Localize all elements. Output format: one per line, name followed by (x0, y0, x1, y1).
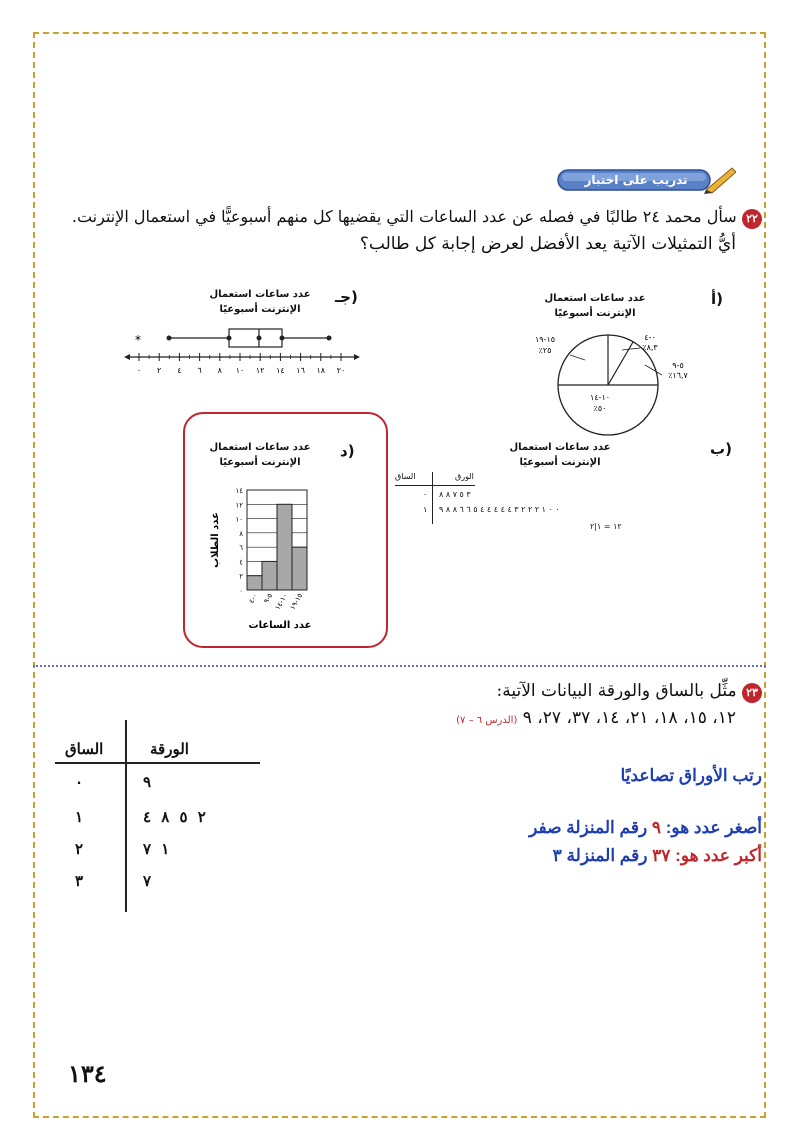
box-plot (122, 325, 362, 385)
pie-label-15-19-range: ١٥-١٩ (534, 335, 556, 344)
hist-bar-3 (292, 547, 307, 590)
hist-bar-1 (262, 561, 277, 590)
question-22-text (40, 203, 762, 258)
answer-row-1-stem: ١ (75, 809, 84, 826)
option-b-title: عدد ساعات استعمال الإنترنت أسبوعيًا (509, 442, 611, 468)
pie-label-5-9-range: ٥-٩ (672, 361, 684, 370)
option-b-label: ب) (710, 440, 732, 458)
boxplot-tick-label-9: ١٨ (316, 366, 326, 375)
option-c-label: جـ) (335, 288, 358, 306)
option-a-title: عدد ساعات استعمال الإنترنت أسبوعيًا (544, 293, 646, 319)
boxplot-tick-label-8: ١٦ (296, 366, 305, 375)
answer-row-1-leaves: ٢ ٥ ٨ ٤ (143, 809, 206, 826)
test-practice-badge (556, 166, 736, 192)
answer-row-2-leaves: ١ ٧ (143, 841, 170, 858)
pie-label-0-4-pct: ٪٨,٣ (642, 343, 658, 352)
hist-ytick-label-1: ٢ (239, 572, 243, 581)
pie-label-5-9-pct: ٪١٦,٧ (668, 371, 688, 380)
answer-stem-leaf (55, 720, 265, 915)
answer-row-0-leaves: ٩ (143, 774, 152, 791)
hist-ytick-label-3: ٦ (239, 544, 243, 553)
option-d-title: عدد ساعات استعمال الإنترنت أسبوعيًا (209, 442, 311, 468)
badge-label: تدريب على اختبار (584, 173, 688, 187)
question-22-line2: أيُّ التمثيلات الآتية يعد الأفضل لعرض إجابة كل طالب؟ (359, 234, 736, 254)
option-d-label: د) (340, 442, 355, 460)
answer-row-3-leaves: ٧ (143, 873, 152, 890)
stem-leaf-b (395, 472, 725, 542)
lesson-reference: (الدرس ٦ – ٧) (456, 715, 518, 726)
hist-ytick-label-7: ١٤ (235, 487, 243, 495)
hist-ylabel: عدد الطلاب (210, 512, 221, 568)
question-23-data-line (380, 705, 762, 734)
pie-label-10-14-range: ١٠-١٤ (589, 393, 611, 402)
hist-ytick-label-6: ١٢ (235, 501, 243, 510)
boxplot-tick-label-6: ١٢ (255, 366, 265, 375)
boxplot-outlier: * (135, 333, 141, 347)
answer-header-leaf: الورقة (150, 741, 189, 758)
boxplot-tick-label-2: ٤ (177, 366, 182, 375)
boxplot-tick-label-10: ٢٠ (336, 366, 346, 375)
stem-header: الساق (395, 472, 416, 481)
pie-label-0-4-range: ٠-٤ (644, 333, 656, 342)
section-divider (33, 665, 766, 667)
hist-bar-2 (277, 504, 292, 590)
page-number: ١٣٤ (68, 1061, 107, 1088)
option-a-label: أ) (711, 290, 724, 308)
hist-bar-0 (247, 576, 262, 590)
pie-chart (500, 320, 700, 440)
hist-ytick-label-2: ٤ (239, 558, 243, 567)
answer-row-0-stem: ٠ (75, 774, 84, 791)
stem-row-1-leaves: ٠ ٠ ١ ٢ ٢ ٢ ٣ ٤ ٤ ٤ ٤ ٤ ٥ ٦ ٦ ٨ ٨ ٩ (439, 505, 560, 514)
max-note: أكبر عدد هو: ٣٧ رقم المنزلة ٣ (552, 846, 762, 865)
page-frame (33, 32, 766, 1118)
stem-row-1-stem: ١ (423, 505, 428, 514)
question-23-text (380, 678, 762, 734)
hist-xlabel: عدد الساعات (248, 620, 312, 631)
leaf-header: الورق (455, 472, 474, 481)
boxplot-tick-label-0: ٠ (136, 366, 142, 375)
answer-row-3-stem: ٣ (75, 873, 84, 890)
answer-header-stem: الساق (65, 741, 104, 758)
hist-xtick-label-0: ٠-٤ (247, 592, 260, 605)
boxplot-tick-label-7: ١٤ (276, 366, 285, 375)
question-23-line1: ٢٣ مثِّل بالساق والورقة البيانات الآتية: (380, 678, 762, 705)
hist-ytick-label-5: ١٠ (235, 515, 243, 524)
hist-xtick-label-3: ١٥-١٩ (288, 592, 305, 612)
sort-note: رتب الأوراق تصاعديًا (620, 766, 762, 785)
question-22-number: ٢٢ (742, 209, 762, 229)
question-23-data: ١٢، ١٥، ١٨، ٢١، ١٤، ٣٧، ٢٧، ٩ (522, 708, 736, 728)
boxplot-tick-label-4: ٨ (217, 366, 222, 375)
hist-xtick-label-1: ٥-٩ (262, 592, 275, 605)
boxplot-tick-label-5: ١٠ (235, 366, 245, 375)
answer-row-2-stem: ٢ (75, 841, 84, 858)
boxplot-tick-label-1: ٢ (157, 366, 162, 375)
question-22-line1: ٢٢ سأل محمد ٢٤ طالبًا في فصله عن عدد الساعات التي يقضيها كل منهم أسبوعيًّا في استعمال الإنترنت. (40, 203, 762, 231)
hist-xtick-label-2: ١٠-١٤ (273, 592, 290, 612)
min-note: أصغر عدد هو: ٩ رقم المنزلة صفر (529, 818, 762, 837)
hist-ytick-label-0: ٠ (239, 587, 243, 595)
pie-label-15-19-pct: ٪٢٥ (538, 346, 552, 355)
option-c-title: عدد ساعات استعمال الإنترنت أسبوعيًا (209, 289, 311, 315)
boxplot-tick-label-3: ٦ (197, 366, 202, 375)
stem-row-0-stem: ٠ (423, 490, 428, 499)
hist-ytick-label-4: ٨ (239, 529, 243, 538)
stem-row-0-leaves: ٣ ٥ ٧ ٨ ٨ (439, 490, 471, 499)
pie-label-10-14-pct: ٪٥٠ (593, 404, 607, 413)
histogram (192, 480, 382, 640)
stem-key: ١٢ = ١|٢ (590, 522, 622, 531)
question-23-number: ٢٣ (742, 683, 762, 703)
